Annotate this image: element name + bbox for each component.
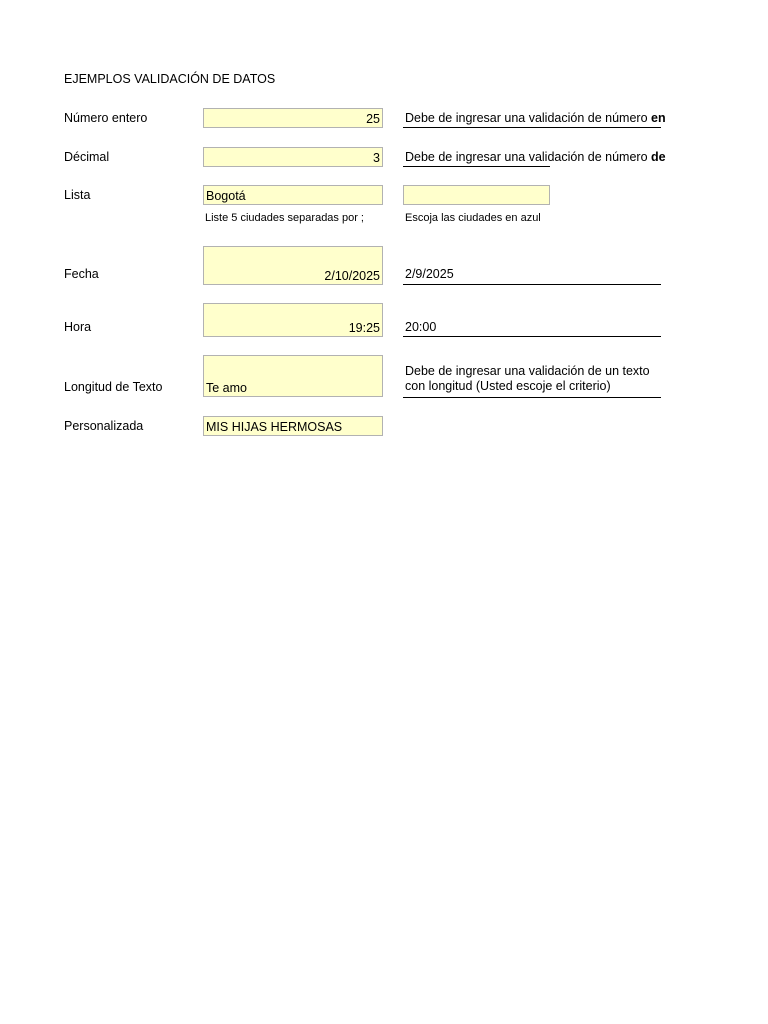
numero-entero-note-text: Debe de ingresar una validación de número bbox=[405, 111, 651, 125]
lista-ciudades-select[interactable] bbox=[403, 185, 550, 205]
decimal-note-underline bbox=[403, 166, 550, 167]
longitud-texto-note bbox=[403, 364, 661, 398]
personalizada-input[interactable] bbox=[203, 416, 383, 436]
label-longitud-texto: Longitud de Texto bbox=[64, 380, 163, 394]
decimal-note-text: Debe de ingresar una validación de número bbox=[405, 150, 651, 164]
hora-note-text: 20:00 bbox=[405, 320, 437, 334]
sheet-title: EJEMPLOS VALIDACIÓN DE DATOS bbox=[64, 72, 276, 86]
label-personalizada: Personalizada bbox=[64, 419, 144, 433]
decimal-note bbox=[403, 150, 666, 167]
label-hora: Hora bbox=[64, 320, 92, 334]
decimal-value: 3 bbox=[373, 151, 380, 165]
numero-entero-value: 25 bbox=[366, 112, 380, 126]
hora-input[interactable] bbox=[203, 303, 383, 337]
lista-hint-right: Escoja las ciudades en azul bbox=[405, 212, 541, 224]
label-decimal: Décimal bbox=[64, 150, 110, 164]
personalizada-value: MIS HIJAS HERMOSAS bbox=[206, 420, 343, 434]
label-fecha: Fecha bbox=[64, 267, 99, 281]
label-lista: Lista bbox=[64, 188, 91, 202]
decimal-note-emphasis: de bbox=[651, 150, 666, 164]
numero-entero-note-emphasis: en bbox=[651, 111, 666, 125]
decimal-input[interactable] bbox=[203, 147, 383, 167]
hora-value: 19:25 bbox=[348, 321, 380, 335]
lista-hint-left: Liste 5 ciudades separadas por ; bbox=[205, 212, 364, 224]
fecha-input[interactable] bbox=[203, 246, 383, 285]
lista-input[interactable] bbox=[203, 185, 383, 205]
numero-entero-note bbox=[403, 111, 666, 128]
fecha-note bbox=[403, 267, 661, 285]
numero-entero-input[interactable] bbox=[203, 108, 383, 128]
longitud-texto-note-line1: Debe de ingresar una validación de un texto bbox=[405, 364, 650, 378]
longitud-texto-value: Te amo bbox=[206, 381, 247, 395]
label-numero-entero: Número entero bbox=[64, 111, 148, 125]
fecha-note-text: 2/9/2025 bbox=[405, 267, 454, 281]
lista-value: Bogotá bbox=[206, 189, 246, 203]
hora-note bbox=[403, 320, 661, 337]
longitud-texto-input[interactable] bbox=[203, 355, 383, 397]
fecha-value: 2/10/2025 bbox=[324, 269, 380, 283]
longitud-texto-note-line2: con longitud (Usted escoje el criterio) bbox=[405, 378, 611, 393]
